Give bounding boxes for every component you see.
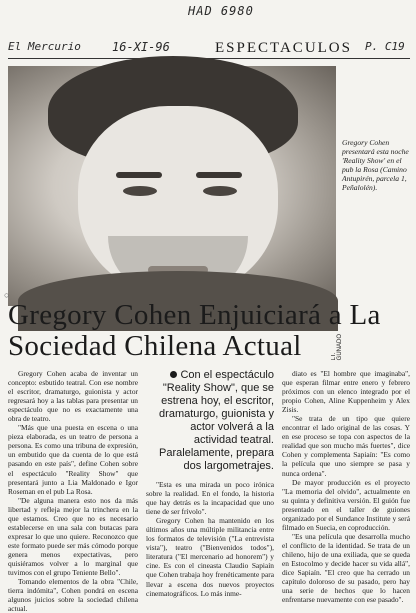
paragraph: Tomando elementos de la obra "Chile, tierra indómita", Cohen pondrá en escena algunos juicios sobre la sociedad chilena actual. xyxy=(8,577,138,613)
paragraph: "De alguna manera esto nos da más libertad y refleja mejor la trinchera en la que estamos. Creo que no es necesario establecerse en una sala con butacas para expresar lo que uno quiere. Reconozco que este formato puede ser más cómodo porque genera menos expectativas, pero quisiéramos volver a lo marginal que tuvimos con el grupo Teniente Bello". xyxy=(8,495,138,578)
lede-text: Con el espectáculo "Reality Show", que se estrena hoy, el escritor, dramaturgo, guionista y actor volverá a la actividad teatral. Paralelamente, prepara dos largometrajes. xyxy=(159,369,274,472)
article-column-2 xyxy=(146,480,274,598)
page-annotation: P. C19 xyxy=(365,40,405,53)
headline: Gregory Cohen Enjuiciará a La Sociedad Chilena Actual xyxy=(8,299,381,362)
paragraph: Gregory Cohen ha mantenido en los últimos años una múltiple militancia entre los formatos de televisión ("La entrevista vista"), teatro ("Bienvenidos todos"), literatura ("El mercenario ad honorem") y cine. Es con el cineasta Claudio Sapiaín que Cohen trabaja hoy frenéticamente para llevar a escena dos nuevos proyectos cinematográficos. Lo más inme- xyxy=(146,516,274,598)
article-column-1 xyxy=(8,369,138,613)
paragraph: diato es "El hombre que imaginaba", que esperan filmar entre enero y febrero próximos con un elenco integrado por el propio Cohen, Aline Kuppenheim y Alex Zisis. xyxy=(282,369,410,415)
paragraph: "Se trata de un tipo que quiere encontrar el lado original de las cosas. Y en ese proceso se topa con aspectos de la realidad que son mucho más fuertes", dice Cohen y complementa Sapiaín: "Es como la película que uno siempre se pasa y nunca ordena". xyxy=(282,414,410,478)
paragraph: "Es una película que desarrolla mucho el conflicto de la identidad. Se trata de un chileno, hijo de una exiliada, que se queda en Estocolmo y decide hacer su vida allá", dice Sapiaín. "El creo que ha cerrado un capítulo doloroso de su pasado, pero hay una serie de hechos que lo hacen enfrentarse nuevamente con ese pasado". xyxy=(282,531,410,605)
bullet-icon xyxy=(170,371,177,378)
section-heading: ESPECTACULOS xyxy=(215,40,352,56)
photo-credit: LT. GUNADO xyxy=(331,333,343,361)
circle-mark-icon: ○ xyxy=(4,290,10,300)
photo-caption: Gregory Cohen presentará esta noche 'Reality Show' en el pub la Rosa (Camino Antupirén, parcela 1, Peñalolén). xyxy=(342,138,409,192)
date-annotation: 16-XI-96 xyxy=(112,40,170,54)
paragraph: De mayor producción es el proyecto "La memoria del olvido", actualmente en su quinta y definitiva versión. El guión fue presentado en el taller de guiones organizado por el Sundance Institute y será filmado en Suecia, en coproducción. xyxy=(282,477,410,532)
article-column-3 xyxy=(282,369,410,604)
paragraph: "Más que una puesta en escena o una pieza elaborada, es un teatro de persona a persona. Es como una tribuna de expresión, un embutido que da cuenta de lo que está pasando en este país", define Cohen sobre el espectáculo "Reality Show" que presentará junto a Lia Maldonado e Igor Roseman en el pub La Rosa. xyxy=(8,423,138,496)
archive-annotation: HAD 6980 xyxy=(188,4,254,18)
paragraph: Gregory Cohen acaba de inventar un concepto: esbutido teatral. Con ese nombre el escritor, dramaturgo, guionista y actor regresará hoy a las tablas para presentar un espectáculo que no es exactamente una obra de teatro. xyxy=(8,369,138,424)
lede xyxy=(146,369,274,473)
paragraph: "Esta es una mirada un poco irónica sobre la realidad. En el fondo, la historia que hay detrás es la incapacidad que uno tiene de ser frívolo". xyxy=(146,480,274,517)
source-annotation: El Mercurio xyxy=(8,40,81,53)
